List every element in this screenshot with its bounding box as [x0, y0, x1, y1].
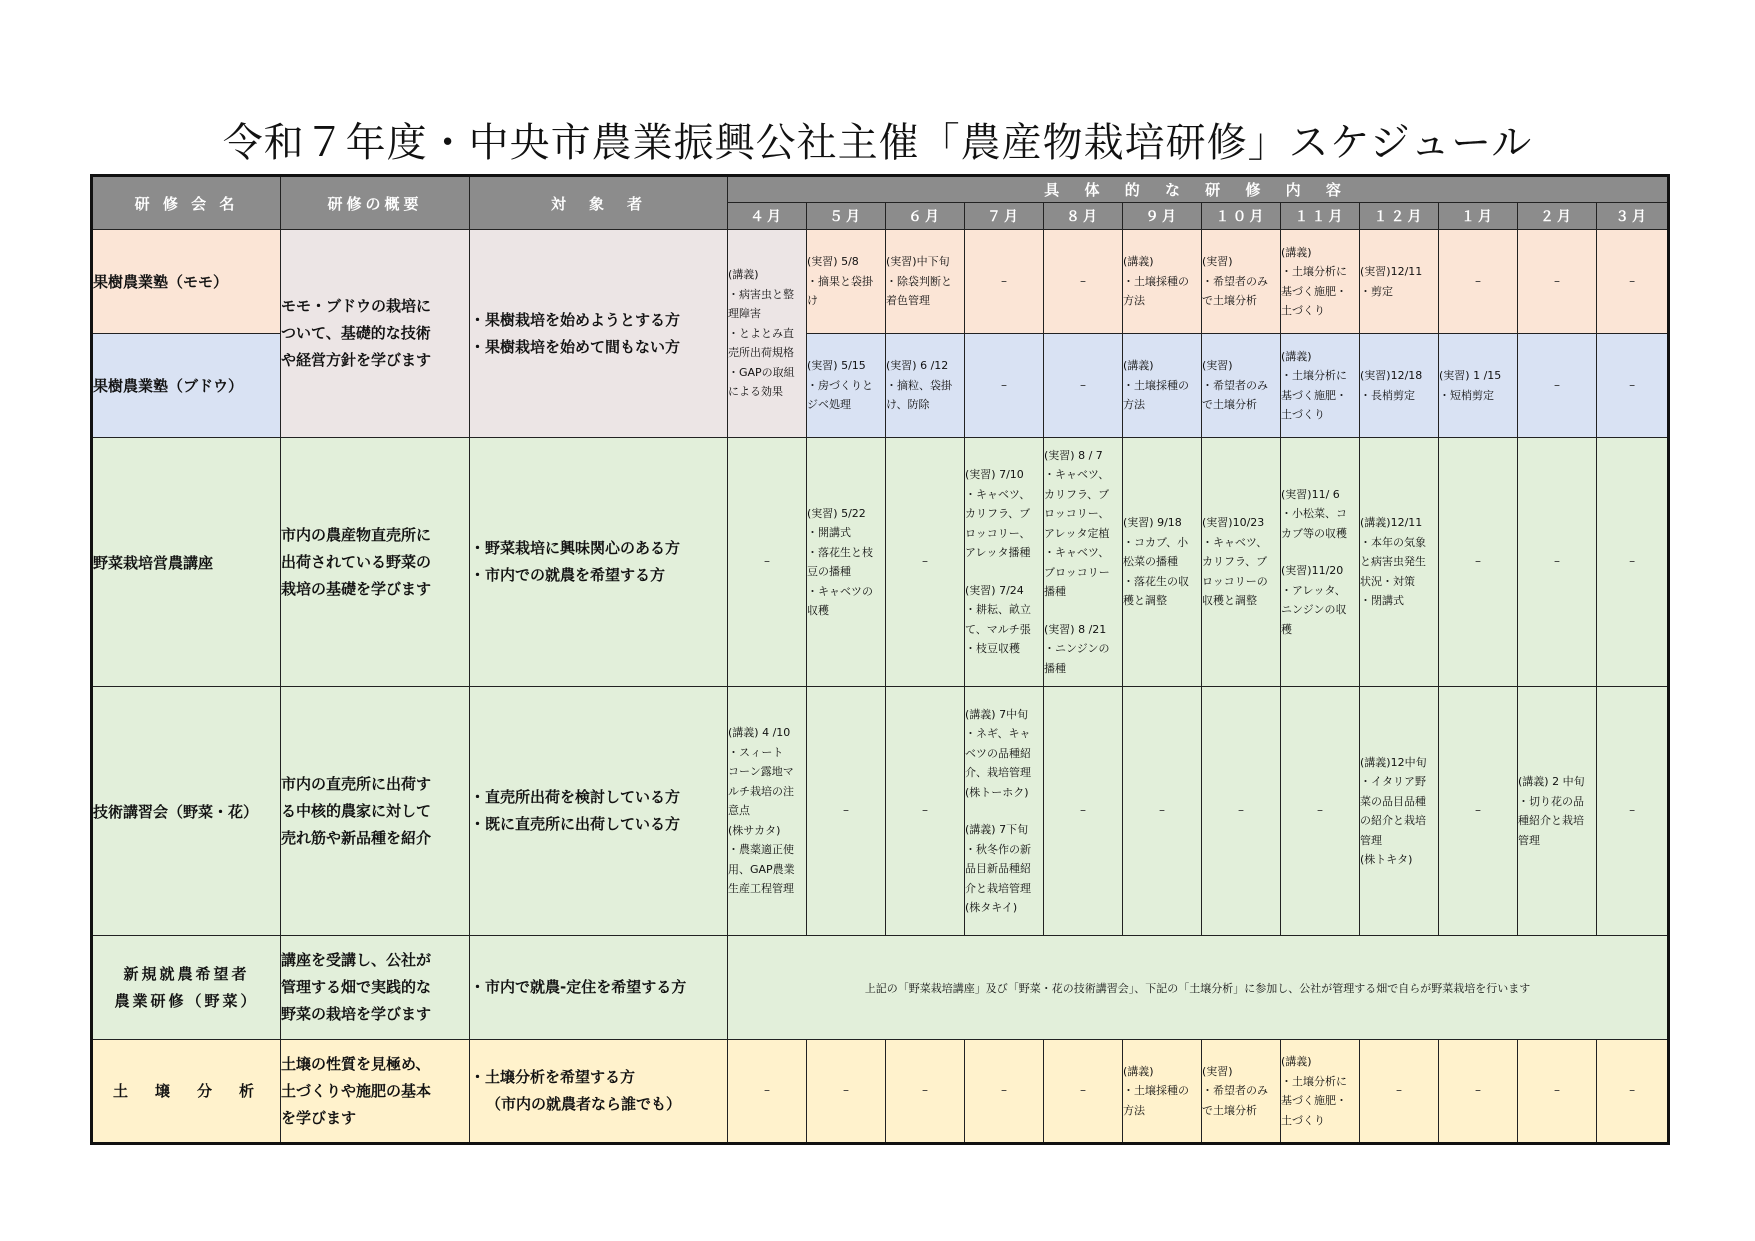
- cell-dojo-nov: (講義) ・土壌分析に 基づく施肥・ 土づくり: [1281, 1040, 1360, 1144]
- cell-momo-aug: –: [1044, 230, 1123, 334]
- schedule-table: [90, 174, 1670, 1145]
- cell-momo-apr: (講義) ・病害虫と整 理障害 ・とよとみ直 売所出荷規格 ・GAPの取組 による効果: [728, 230, 807, 438]
- cell-dojo-aug: –: [1044, 1040, 1123, 1144]
- cell-gijutsu-nov: –: [1281, 687, 1360, 936]
- cell-budo-sep: (講義) ・土壌採種の 方法: [1123, 334, 1202, 438]
- course-name-yasai: 野菜栽培営農講座: [92, 438, 281, 687]
- cell-gijutsu-dec: (講義)12中旬 ・イタリア野 菜の品目品種 の紹介と栽培 管理 (株トキタ): [1360, 687, 1439, 936]
- cell-budo-may: (実習) 5/15 ・房づくりと ジベ処理: [807, 334, 886, 438]
- cell-budo-nov: (講義) ・土壌分析に 基づく施肥・ 土づくり: [1281, 334, 1360, 438]
- cell-gijutsu-aug: –: [1044, 687, 1123, 936]
- cell-momo-may: (実習) 5/8 ・摘果と袋掛 け: [807, 230, 886, 334]
- cell-budo-feb: –: [1518, 334, 1597, 438]
- shinki-note: 上記の「野菜栽培講座」及び「野菜・花の技術講習会」、下記の「土壌分析」に参加し、公社が管理する畑で自らが野菜栽培を行います: [728, 936, 1669, 1040]
- cell-dojo-may: –: [807, 1040, 886, 1144]
- cell-yasai-oct: (実習)10/23 ・キャベツ、 カリフラ、ブ ロッコリーの 収穫と調整: [1202, 438, 1281, 687]
- cell-gijutsu-oct: –: [1202, 687, 1281, 936]
- cell-yasai-apr: –: [728, 438, 807, 687]
- cell-momo-dec: (実習)12/11 ・剪定: [1360, 230, 1439, 334]
- cell-budo-mar: –: [1597, 334, 1669, 438]
- overview-dojo: 土壌の性質を見極め、 土づくりや施肥の基本 を学びます: [281, 1040, 470, 1144]
- month-header: １２月: [1360, 203, 1439, 230]
- cell-yasai-sep: (実習) 9/18 ・コカブ、小 松菜の播種 ・落花生の収 穫と調整: [1123, 438, 1202, 687]
- cell-momo-feb: –: [1518, 230, 1597, 334]
- course-name-budo: 果樹農業塾（ブドウ）: [92, 334, 281, 438]
- month-header: １０月: [1202, 203, 1281, 230]
- cell-momo-mar: –: [1597, 230, 1669, 334]
- course-name-shinki: 新規就農希望者 農業研修（野菜）: [92, 936, 281, 1040]
- cell-yasai-nov: (実習)11/ 6 ・小松菜、コ カブ等の収穫 (実習)11/20 ・アレッタ、 ニンジンの収 穫: [1281, 438, 1360, 687]
- month-header: ５月: [807, 203, 886, 230]
- cell-yasai-jan: –: [1439, 438, 1518, 687]
- overview-fruit: モモ・ブドウの栽培に ついて、基礎的な技術 や経営方針を学びます: [281, 230, 470, 438]
- month-header: ７月: [965, 203, 1044, 230]
- cell-gijutsu-jun: –: [886, 687, 965, 936]
- course-name-dojo: 土 壌 分 析: [92, 1040, 281, 1144]
- target-yasai: ・野菜栽培に興味関心のある方 ・市内での就農を希望する方: [470, 438, 728, 687]
- month-header: ６月: [886, 203, 965, 230]
- month-header: １１月: [1281, 203, 1360, 230]
- cell-momo-jan: –: [1439, 230, 1518, 334]
- cell-yasai-aug: (実習) 8 / 7 ・キャベツ、 カリフラ、ブ ロッコリー、 アレッタ定植 ・キャベツ、 ブロッコリー 播種 (実習) 8 /21 ・ニンジンの 播種: [1044, 438, 1123, 687]
- course-name-gijutsu: 技術講習会（野菜・花）: [92, 687, 281, 936]
- row-dojo: [92, 1040, 1669, 1144]
- cell-gijutsu-jan: –: [1439, 687, 1518, 936]
- cell-dojo-jun: –: [886, 1040, 965, 1144]
- header-content: 具 体 的 な 研 修 内 容: [728, 176, 1669, 203]
- cell-dojo-oct: (実習) ・希望者のみ で土壌分析: [1202, 1040, 1281, 1144]
- cell-yasai-jun: –: [886, 438, 965, 687]
- cell-momo-oct: (実習) ・希望者のみ で土壌分析: [1202, 230, 1281, 334]
- cell-gijutsu-apr: (講義) 4 /10 ・スィート コーン露地マ ルチ栽培の注 意点 (株サカタ) ・農薬適正使 用、GAP農業 生産工程管理: [728, 687, 807, 936]
- row-gijutsu: [92, 687, 1669, 936]
- header-overview: 研修の概要: [281, 176, 470, 230]
- cell-momo-jun: (実習)中下旬 ・除袋判断と 着色管理: [886, 230, 965, 334]
- cell-dojo-dec: –: [1360, 1040, 1439, 1144]
- cell-momo-nov: (講義) ・土壌分析に 基づく施肥・ 土づくり: [1281, 230, 1360, 334]
- cell-momo-jul: –: [965, 230, 1044, 334]
- cell-gijutsu-jul: (講義) 7中旬 ・ネギ、キャ ベツの品種紹 介、栽培管理 (株トーホク) (講義) 7下旬 ・秋冬作の新 品目新品種紹 介と栽培管理 (株タキイ): [965, 687, 1044, 936]
- row-momo: [92, 230, 1669, 334]
- cell-dojo-jan: –: [1439, 1040, 1518, 1144]
- cell-yasai-may: (実習) 5/22 ・開講式 ・落花生と枝 豆の播種 ・キャベツの 収穫: [807, 438, 886, 687]
- cell-yasai-feb: –: [1518, 438, 1597, 687]
- cell-budo-oct: (実習) ・希望者のみ で土壌分析: [1202, 334, 1281, 438]
- month-header: ２月: [1518, 203, 1597, 230]
- cell-budo-jun: (実習) 6 /12 ・摘粒、袋掛 け、防除: [886, 334, 965, 438]
- target-gijutsu: ・直売所出荷を検討している方 ・既に直売所に出荷している方: [470, 687, 728, 936]
- cell-yasai-dec: (講義)12/11 ・本年の気象 と病害虫発生 状況・対策 ・閉講式: [1360, 438, 1439, 687]
- target-shinki: ・市内で就農-定住を希望する方: [470, 936, 728, 1040]
- course-name-momo: 果樹農業塾（モモ）: [92, 230, 281, 334]
- cell-gijutsu-may: –: [807, 687, 886, 936]
- month-header: ８月: [1044, 203, 1123, 230]
- cell-dojo-mar: –: [1597, 1040, 1669, 1144]
- header-name: 研 修 会 名: [92, 176, 281, 230]
- cell-dojo-jul: –: [965, 1040, 1044, 1144]
- cell-gijutsu-feb: (講義) 2 中旬 ・切り花の品 種紹介と栽培 管理: [1518, 687, 1597, 936]
- cell-gijutsu-mar: –: [1597, 687, 1669, 936]
- overview-yasai: 市内の農産物直売所に 出荷されている野菜の 栽培の基礎を学びます: [281, 438, 470, 687]
- cell-budo-jan: (実習) 1 /15 ・短梢剪定: [1439, 334, 1518, 438]
- target-fruit: ・果樹栽培を始めようとする方 ・果樹栽培を始めて間もない方: [470, 230, 728, 438]
- month-header: ４月: [728, 203, 807, 230]
- cell-budo-dec: (実習)12/18 ・長梢剪定: [1360, 334, 1439, 438]
- overview-shinki: 講座を受講し、公社が 管理する畑で実践的な 野菜の栽培を学びます: [281, 936, 470, 1040]
- month-header: ３月: [1597, 203, 1669, 230]
- month-header: ９月: [1123, 203, 1202, 230]
- cell-dojo-sep: (講義) ・土壌採種の 方法: [1123, 1040, 1202, 1144]
- cell-momo-sep: (講義) ・土壌採種の 方法: [1123, 230, 1202, 334]
- page-title: 令和７年度・中央市農業振興公社主催「農産物栽培研修」スケジュール: [222, 120, 1533, 166]
- cell-budo-aug: –: [1044, 334, 1123, 438]
- cell-budo-jul: –: [965, 334, 1044, 438]
- row-yasai: [92, 438, 1669, 687]
- overview-gijutsu: 市内の直売所に出荷す る中核的農家に対して 売れ筋や新品種を紹介: [281, 687, 470, 936]
- row-shinki: [92, 936, 1669, 1040]
- cell-yasai-mar: –: [1597, 438, 1669, 687]
- cell-dojo-apr: –: [728, 1040, 807, 1144]
- header-target: 対 象 者: [470, 176, 728, 230]
- cell-yasai-jul: (実習) 7/10 ・キャベツ、 カリフラ、ブ ロッコリー、 アレッタ播種 (実習) 7/24 ・耕耘、畝立 て、マルチ張 ・枝豆収穫: [965, 438, 1044, 687]
- month-header: １月: [1439, 203, 1518, 230]
- cell-dojo-feb: –: [1518, 1040, 1597, 1144]
- cell-gijutsu-sep: –: [1123, 687, 1202, 936]
- target-dojo: ・土壌分析を希望する方 （市内の就農者なら誰でも）: [470, 1040, 728, 1144]
